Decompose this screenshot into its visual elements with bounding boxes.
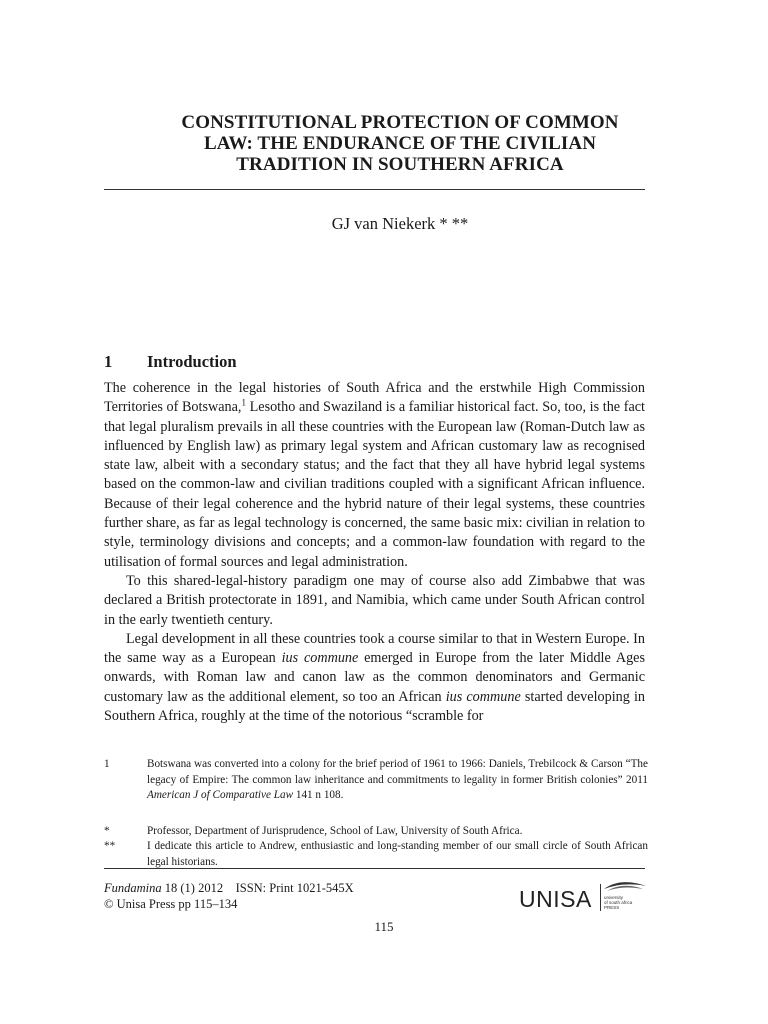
section-number: 1 [104, 352, 113, 371]
footnote-double-star [104, 839, 648, 870]
swoosh-icon [603, 880, 647, 892]
unisa-logo-word: UNISA [519, 886, 592, 912]
paragraph-3-text-a: Legal development in all these countries took a course similar to that in Western Europe. In the same way as a European [104, 630, 645, 667]
unisa-press-logo [519, 877, 649, 915]
logo-sub-1: university [604, 895, 624, 900]
section-heading [104, 352, 237, 372]
footnote-1-text-a: Botswana was converted into a colony for the brief period of 1961 to 1966: Daniels, Trebilcock & Carson “The legacy of Empire: The common law inheritance and commitments to legality in former British colonies” 2011 [147, 758, 648, 786]
footnote-ref-1[interactable]: 1 [241, 397, 246, 408]
title-line-3: TRADITION IN SOUTHERN AFRICA [236, 154, 564, 175]
paragraph-1-text-a: The coherence in the legal histories of South Africa and the erstwhile High Commission Territories of Botswana, [104, 380, 645, 416]
footnote-mark: 1 [104, 758, 110, 770]
footer-divider [104, 868, 645, 869]
footnote-text: Professor, Department of Jurisprudence, School of Law, University of South Africa. [147, 825, 523, 837]
logo-sub-3: PRESS [604, 905, 620, 910]
title-line-1: CONSTITUTIONAL PROTECTION OF COMMON [181, 112, 619, 133]
footnote-1-journal: American J of Comparative Law [147, 789, 294, 802]
paragraph-3-text-b: emerged in Europe from the later Middle Ages onwards, with Roman law and canon law as the common denominators and Germanic customary law as the additional element, so too an African [104, 650, 645, 705]
footnote-text [147, 757, 648, 804]
body-text [104, 379, 645, 726]
footnote-star [104, 824, 648, 840]
article-title [104, 112, 696, 175]
paragraph-2: To this shared-legal-history paradigm one may of course also add Zimbabwe that was declared a British protectorate in 1891, and Namibia, which came under South African control in the early twentieth century. [104, 572, 645, 628]
author-line: GJ van Niekerk * ** [331, 214, 469, 233]
footnote-1-text-b: 141 n 108. [293, 789, 344, 802]
footnote-mark: * [104, 825, 110, 837]
paragraph-1-text-b: Lesotho and Swaziland is a familiar historical fact. So, too, is the fact that legal pluralism prevails in all these countries with the European law (Roman-Dutch law as influenced by English law) as primary legal system and African customary law as recognised state law, albeit with a secondary status; and the fact that they all have hybrid legal systems based on the common-law and civilian traditions coupled with a significant African influence. Because of their legal coherence and the hybrid nature of their legal systems, these countries further share, as far as legal technology is concerned, the same basic mix: civilian in relation to style, terminology divisions and concepts; and a common-law foundation with regard to the utilisation of formal sources and legal administration. [104, 399, 645, 570]
logo-subtext [604, 895, 644, 910]
paragraph-3-text-c: started developing in Southern Africa, roughly at the time of the notorious “scramble for [104, 688, 645, 725]
section-title: Introduction [147, 352, 237, 371]
ius-commune-italic: ius commune [445, 688, 521, 705]
title-line-2: LAW: THE ENDURANCE OF THE CIVILIAN [203, 133, 597, 154]
footnote-mark: ** [104, 840, 116, 852]
logo-sub-2: of south africa [604, 900, 633, 905]
footnote-text: I dedicate this article to Andrew, enthusiastic and long-standing member of our small circle of South African legal historians. [147, 840, 648, 868]
press-line: © Unisa Press pp 115–134 [104, 897, 238, 911]
journal-line [104, 880, 354, 896]
issn: ISSN: Print 1021-545X [235, 881, 354, 895]
paragraph-1 [104, 379, 645, 572]
footnote-1 [104, 757, 648, 804]
journal-issue: 18 (1) 2012 [161, 881, 224, 895]
ius-commune-italic: ius commune [281, 650, 359, 667]
page-number: 115 [374, 919, 394, 934]
paragraph-3 [104, 630, 645, 726]
journal-name: Fundamina [104, 881, 162, 895]
publication-info [104, 880, 354, 912]
title-divider [104, 189, 645, 190]
logo-divider [600, 884, 601, 911]
